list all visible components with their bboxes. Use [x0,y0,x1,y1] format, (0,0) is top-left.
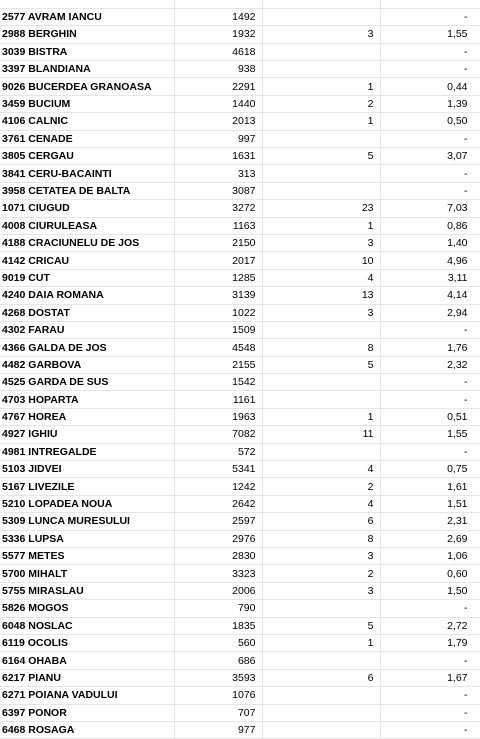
rate-cell[interactable]: 1,40 [380,234,480,251]
cases-cell[interactable]: 8 [262,339,380,356]
table-row[interactable] [0,148,480,165]
rate-cell[interactable]: - [380,8,480,25]
cases-cell[interactable]: 1 [262,113,380,130]
table-row[interactable] [0,339,480,356]
locality-name-cell[interactable]: 5700 MIHALT [0,565,174,582]
cases-cell[interactable] [262,600,380,617]
rate-cell[interactable]: 7,03 [380,200,480,217]
population-cell[interactable]: 2013 [174,113,262,130]
cases-cell[interactable]: 2 [262,478,380,495]
population-cell[interactable]: 1509 [174,321,262,338]
cases-cell[interactable]: 3 [262,582,380,599]
population-cell[interactable]: 2597 [174,513,262,530]
population-cell[interactable]: 686 [174,652,262,669]
population-cell[interactable]: 1932 [174,26,262,43]
rate-cell[interactable]: - [380,687,480,704]
population-cell[interactable]: 790 [174,600,262,617]
cases-cell[interactable] [262,321,380,338]
rate-cell[interactable]: - [380,704,480,721]
locality-name-cell[interactable]: 5103 JIDVEI [0,461,174,478]
rate-cell[interactable]: 4,14 [380,287,480,304]
population-cell[interactable]: 7082 [174,426,262,443]
table-row[interactable] [0,461,480,478]
population-cell[interactable]: 938 [174,61,262,78]
rate-cell[interactable]: 0,75 [380,461,480,478]
locality-name-cell[interactable]: 4525 GARDA DE SUS [0,374,174,391]
locality-name-cell[interactable]: 9026 BUCERDEA GRANOASA [0,78,174,95]
population-cell[interactable] [174,0,262,8]
rate-cell[interactable]: 2,31 [380,513,480,530]
locality-name-cell[interactable]: 3397 BLANDIANA [0,61,174,78]
cases-cell[interactable]: 23 [262,200,380,217]
locality-name-cell[interactable]: 6217 PIANU [0,669,174,686]
population-cell[interactable]: 1963 [174,408,262,425]
table-row[interactable] [0,721,480,738]
rate-cell[interactable]: 2,69 [380,530,480,547]
table-row[interactable] [0,669,480,686]
population-cell[interactable]: 3272 [174,200,262,217]
cases-cell[interactable]: 11 [262,426,380,443]
rate-cell[interactable]: - [380,165,480,182]
table-row[interactable] [0,565,480,582]
population-cell[interactable]: 5341 [174,461,262,478]
cases-cell[interactable] [262,61,380,78]
table-row[interactable] [0,26,480,43]
population-cell[interactable]: 2642 [174,495,262,512]
locality-name-cell[interactable]: 5336 LUPSA [0,530,174,547]
rate-cell[interactable]: - [380,374,480,391]
rate-cell[interactable]: 0,44 [380,78,480,95]
locality-name-cell[interactable]: 3761 CENADE [0,130,174,147]
rate-cell[interactable]: 0,60 [380,565,480,582]
table-row[interactable] [0,252,480,269]
population-cell[interactable]: 2006 [174,582,262,599]
locality-name-cell[interactable] [0,0,174,8]
rate-cell[interactable]: 3,11 [380,269,480,286]
population-cell[interactable]: 1631 [174,148,262,165]
cases-cell[interactable]: 13 [262,287,380,304]
table-row[interactable] [0,548,480,565]
table-row[interactable] [0,513,480,530]
population-cell[interactable]: 2976 [174,530,262,547]
table-row[interactable] [0,687,480,704]
cases-cell[interactable] [262,374,380,391]
population-cell[interactable]: 2150 [174,234,262,251]
locality-name-cell[interactable]: 4703 HOPARTA [0,391,174,408]
rate-cell[interactable]: 3,07 [380,148,480,165]
rate-cell[interactable]: 1,79 [380,634,480,651]
locality-name-cell[interactable]: 4268 DOSTAT [0,304,174,321]
table-row[interactable] [0,408,480,425]
population-cell[interactable]: 1440 [174,95,262,112]
table-row[interactable] [0,652,480,669]
population-cell[interactable]: 1242 [174,478,262,495]
table-row[interactable] [0,443,480,460]
locality-name-cell[interactable]: 5577 METES [0,548,174,565]
table-row[interactable] [0,78,480,95]
rate-cell[interactable]: - [380,443,480,460]
locality-name-cell[interactable]: 4981 INTREGALDE [0,443,174,460]
cases-cell[interactable]: 1 [262,217,380,234]
table-row[interactable] [0,530,480,547]
table-row[interactable] [0,704,480,721]
cases-cell[interactable] [262,165,380,182]
locality-name-cell[interactable]: 3958 CETATEA DE BALTA [0,182,174,199]
table-row[interactable] [0,8,480,25]
population-cell[interactable]: 1542 [174,374,262,391]
locality-name-cell[interactable]: 5826 MOGOS [0,600,174,617]
table-row[interactable] [0,582,480,599]
table-row[interactable] [0,374,480,391]
cases-cell[interactable]: 2 [262,565,380,582]
locality-name-cell[interactable]: 6048 NOSLAC [0,617,174,634]
rate-cell[interactable]: 1,67 [380,669,480,686]
rate-cell[interactable]: - [380,130,480,147]
cases-cell[interactable]: 6 [262,513,380,530]
rate-cell[interactable]: 2,72 [380,617,480,634]
cases-cell[interactable]: 4 [262,461,380,478]
rate-cell[interactable]: 1,55 [380,26,480,43]
table-row[interactable] [0,130,480,147]
rate-cell[interactable]: 1,55 [380,426,480,443]
table-row[interactable] [0,234,480,251]
cases-cell[interactable]: 6 [262,669,380,686]
table-row[interactable] [0,634,480,651]
table-row[interactable] [0,321,480,338]
locality-name-cell[interactable]: 6164 OHABA [0,652,174,669]
cases-cell[interactable]: 3 [262,234,380,251]
locality-name-cell[interactable]: 6271 POIANA VADULUI [0,687,174,704]
locality-name-cell[interactable]: 4240 DAIA ROMANA [0,287,174,304]
population-cell[interactable]: 1285 [174,269,262,286]
locality-name-cell[interactable]: 5167 LIVEZILE [0,478,174,495]
rate-cell[interactable]: 2,32 [380,356,480,373]
table-row[interactable] [0,304,480,321]
rate-cell[interactable]: - [380,61,480,78]
population-cell[interactable]: 2017 [174,252,262,269]
cases-cell[interactable]: 1 [262,408,380,425]
population-cell[interactable]: 1835 [174,617,262,634]
cases-cell[interactable] [262,652,380,669]
rate-cell[interactable]: 1,50 [380,582,480,599]
population-cell[interactable]: 313 [174,165,262,182]
population-cell[interactable]: 1076 [174,687,262,704]
rate-cell[interactable]: 1,51 [380,495,480,512]
rate-cell[interactable] [380,0,480,8]
locality-name-cell[interactable]: 1071 CIUGUD [0,200,174,217]
rate-cell[interactable]: 0,86 [380,217,480,234]
locality-name-cell[interactable]: 5309 LUNCA MURESULUI [0,513,174,530]
locality-name-cell[interactable]: 2577 AVRAM IANCU [0,8,174,25]
rate-cell[interactable]: - [380,721,480,738]
table-row[interactable] [0,182,480,199]
population-cell[interactable]: 3593 [174,669,262,686]
table-row[interactable] [0,113,480,130]
table-row[interactable] [0,495,480,512]
cases-cell[interactable]: 5 [262,148,380,165]
locality-name-cell[interactable]: 4142 CRICAU [0,252,174,269]
rate-cell[interactable]: - [380,600,480,617]
table-row[interactable] [0,61,480,78]
rate-cell[interactable]: 2,94 [380,304,480,321]
cases-cell[interactable] [262,721,380,738]
cases-cell[interactable]: 5 [262,356,380,373]
cases-cell[interactable] [262,687,380,704]
rate-cell[interactable]: 0,51 [380,408,480,425]
population-cell[interactable]: 2291 [174,78,262,95]
locality-name-cell[interactable]: 6468 ROSAGA [0,721,174,738]
locality-name-cell[interactable]: 4106 CALNIC [0,113,174,130]
table-row[interactable] [0,95,480,112]
table-row[interactable] [0,200,480,217]
rate-cell[interactable]: - [380,321,480,338]
locality-name-cell[interactable]: 6119 OCOLIS [0,634,174,651]
table-row[interactable] [0,0,480,8]
table-row[interactable] [0,43,480,60]
cases-cell[interactable] [262,391,380,408]
population-cell[interactable]: 1163 [174,217,262,234]
cases-cell[interactable]: 3 [262,548,380,565]
locality-name-cell[interactable]: 9019 CUT [0,269,174,286]
rate-cell[interactable]: 0,50 [380,113,480,130]
locality-name-cell[interactable]: 4008 CIURULEASA [0,217,174,234]
population-cell[interactable]: 977 [174,721,262,738]
table-row[interactable] [0,391,480,408]
cases-cell[interactable]: 4 [262,269,380,286]
cases-cell[interactable] [262,43,380,60]
table-row[interactable] [0,426,480,443]
population-cell[interactable]: 2155 [174,356,262,373]
population-cell[interactable]: 1492 [174,8,262,25]
table-row[interactable] [0,600,480,617]
locality-name-cell[interactable]: 5755 MIRASLAU [0,582,174,599]
locality-name-cell[interactable]: 4927 IGHIU [0,426,174,443]
cases-cell[interactable]: 5 [262,617,380,634]
population-cell[interactable]: 1022 [174,304,262,321]
locality-name-cell[interactable]: 4767 HOREA [0,408,174,425]
cases-cell[interactable]: 1 [262,78,380,95]
locality-name-cell[interactable]: 5210 LOPADEA NOUA [0,495,174,512]
locality-name-cell[interactable]: 6397 PONOR [0,704,174,721]
table-row[interactable] [0,617,480,634]
rate-cell[interactable]: 1,39 [380,95,480,112]
table-row[interactable] [0,217,480,234]
population-cell[interactable]: 3139 [174,287,262,304]
population-cell[interactable]: 572 [174,443,262,460]
cases-cell[interactable]: 10 [262,252,380,269]
cases-cell[interactable] [262,182,380,199]
rate-cell[interactable]: 1,06 [380,548,480,565]
population-cell[interactable]: 560 [174,634,262,651]
locality-name-cell[interactable]: 4188 CRACIUNELU DE JOS [0,234,174,251]
cases-cell[interactable]: 4 [262,495,380,512]
table-row[interactable] [0,165,480,182]
table-row[interactable] [0,356,480,373]
cases-cell[interactable] [262,8,380,25]
locality-name-cell[interactable]: 3805 CERGAU [0,148,174,165]
cases-cell[interactable] [262,0,380,8]
locality-name-cell[interactable]: 4302 FARAU [0,321,174,338]
rate-cell[interactable]: - [380,391,480,408]
cases-cell[interactable]: 2 [262,95,380,112]
rate-cell[interactable]: - [380,652,480,669]
rate-cell[interactable]: 1,76 [380,339,480,356]
rate-cell[interactable]: 4,96 [380,252,480,269]
population-cell[interactable]: 4618 [174,43,262,60]
cases-cell[interactable] [262,704,380,721]
rate-cell[interactable]: - [380,182,480,199]
table-row[interactable] [0,269,480,286]
population-cell[interactable]: 3087 [174,182,262,199]
table-row[interactable] [0,478,480,495]
population-cell[interactable]: 3323 [174,565,262,582]
locality-name-cell[interactable]: 3039 BISTRA [0,43,174,60]
cases-cell[interactable] [262,130,380,147]
rate-cell[interactable]: - [380,43,480,60]
rate-cell[interactable]: 1,61 [380,478,480,495]
locality-name-cell[interactable]: 4482 GARBOVA [0,356,174,373]
population-cell[interactable]: 1161 [174,391,262,408]
locality-name-cell[interactable]: 3459 BUCIUM [0,95,174,112]
cases-cell[interactable] [262,443,380,460]
population-cell[interactable]: 4548 [174,339,262,356]
locality-name-cell[interactable]: 4366 GALDA DE JOS [0,339,174,356]
locality-name-cell[interactable]: 2988 BERGHIN [0,26,174,43]
population-cell[interactable]: 707 [174,704,262,721]
locality-name-cell[interactable]: 3841 CERU-BACAINTI [0,165,174,182]
cases-cell[interactable]: 3 [262,304,380,321]
cases-cell[interactable]: 1 [262,634,380,651]
cases-cell[interactable]: 8 [262,530,380,547]
population-cell[interactable]: 997 [174,130,262,147]
population-cell[interactable]: 2830 [174,548,262,565]
table-row[interactable] [0,287,480,304]
cases-cell[interactable]: 3 [262,26,380,43]
